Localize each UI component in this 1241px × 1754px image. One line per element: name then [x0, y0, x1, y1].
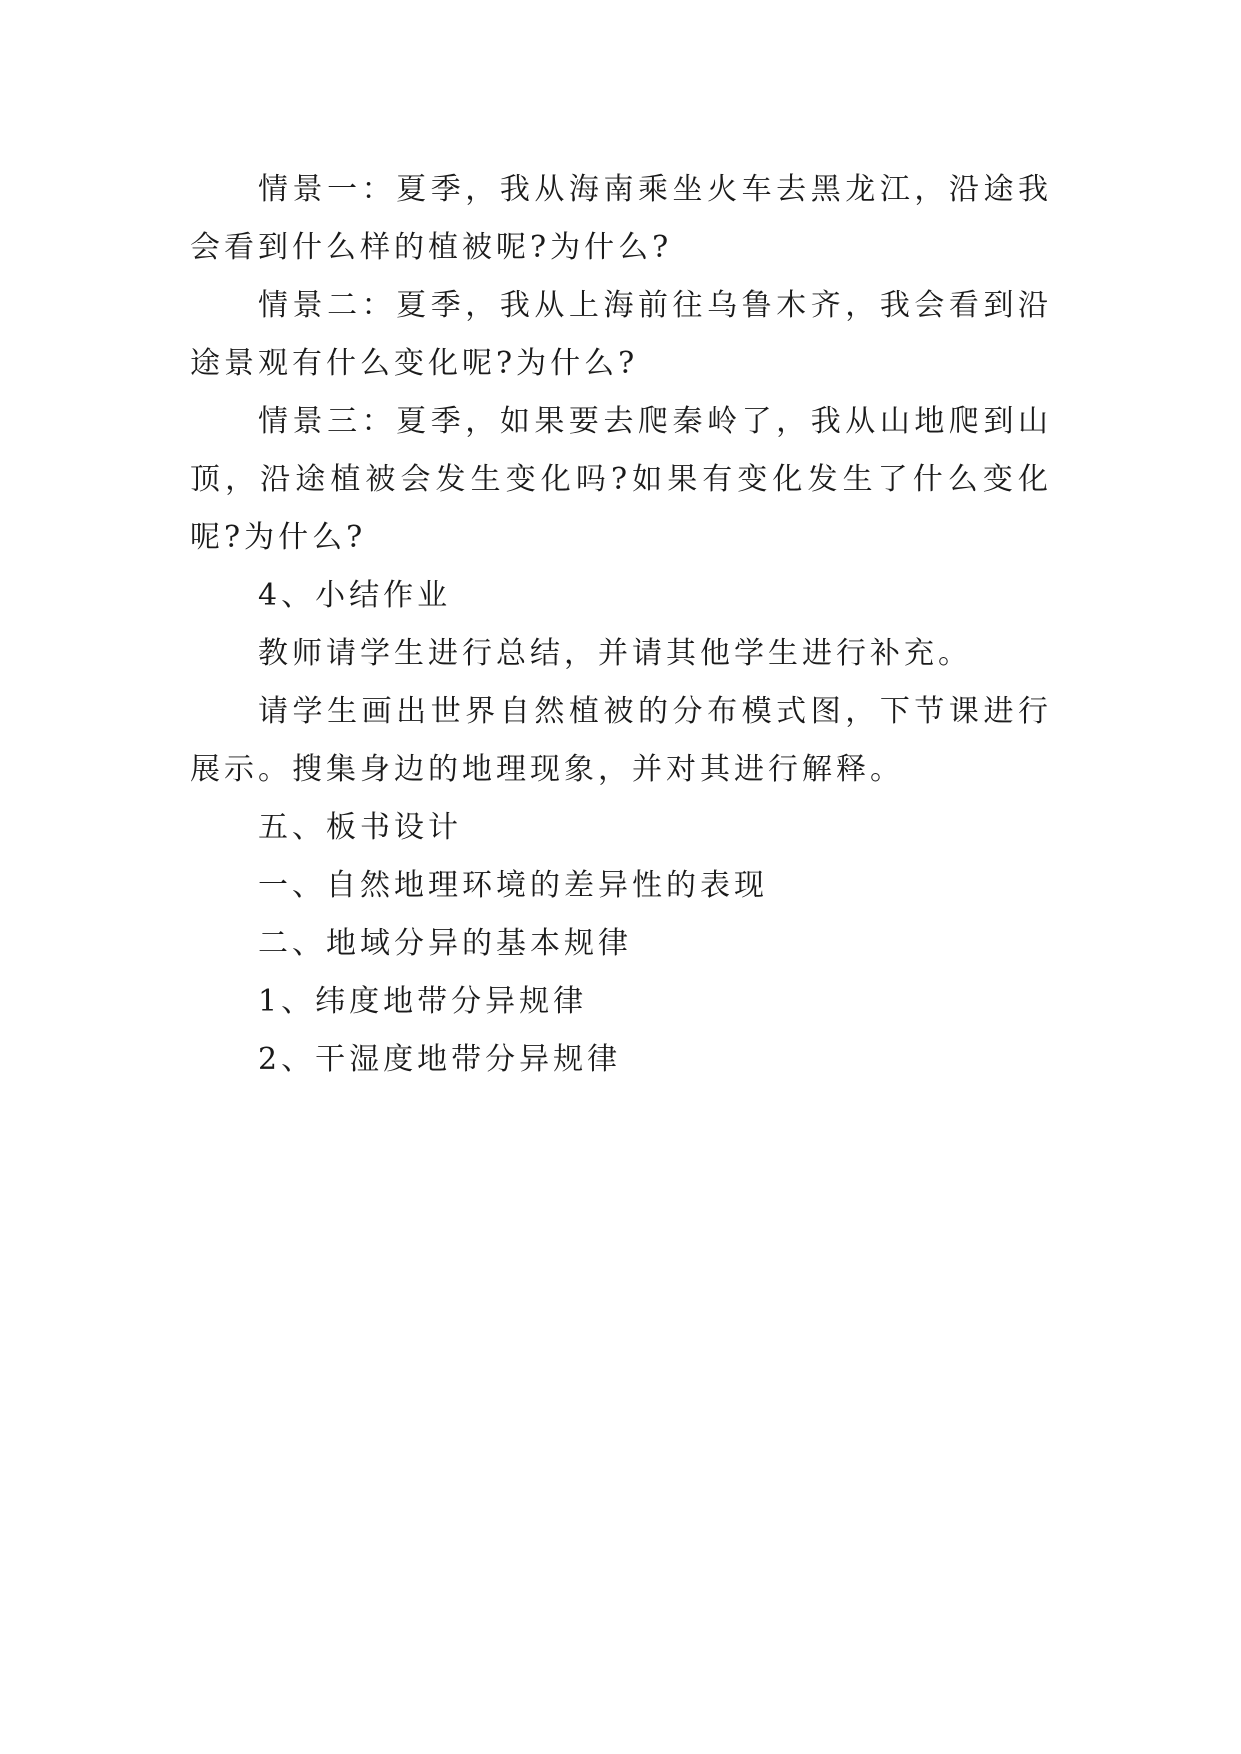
- board-item-1: 一、自然地理环境的差异性的表现: [258, 868, 768, 903]
- section-heading-board-design: 五、板书设计: [258, 810, 462, 845]
- paragraph-scenario-1: 情景一：夏季，我从海南乘坐火车去黑龙江，沿途我会看到什么样的植被呢?为什么?: [190, 172, 1052, 265]
- paragraph-summary: 教师请学生进行总结，并请其他学生进行补充。: [258, 636, 972, 671]
- paragraph-scenario-3: 情景三：夏季，如果要去爬秦岭了，我从山地爬到山顶，沿途植被会发生变化吗?如果有变化发生了什么变化呢?为什么?: [190, 404, 1052, 555]
- board-subitem-1: 1、纬度地带分异规律: [258, 984, 588, 1019]
- board-item-2: 二、地域分异的基本规律: [258, 926, 632, 961]
- paragraph-homework: 请学生画出世界自然植被的分布模式图，下节课进行展示。搜集身边的地理现象，并对其进行解释。: [190, 694, 1052, 787]
- section-heading-summary: 4、小结作业: [258, 578, 452, 613]
- board-subitem-2: 2、干湿度地带分异规律: [258, 1042, 622, 1077]
- document-body: [190, 161, 1052, 1089]
- paragraph-scenario-2: 情景二：夏季，我从上海前往乌鲁木齐，我会看到沿途景观有什么变化呢?为什么?: [190, 288, 1052, 381]
